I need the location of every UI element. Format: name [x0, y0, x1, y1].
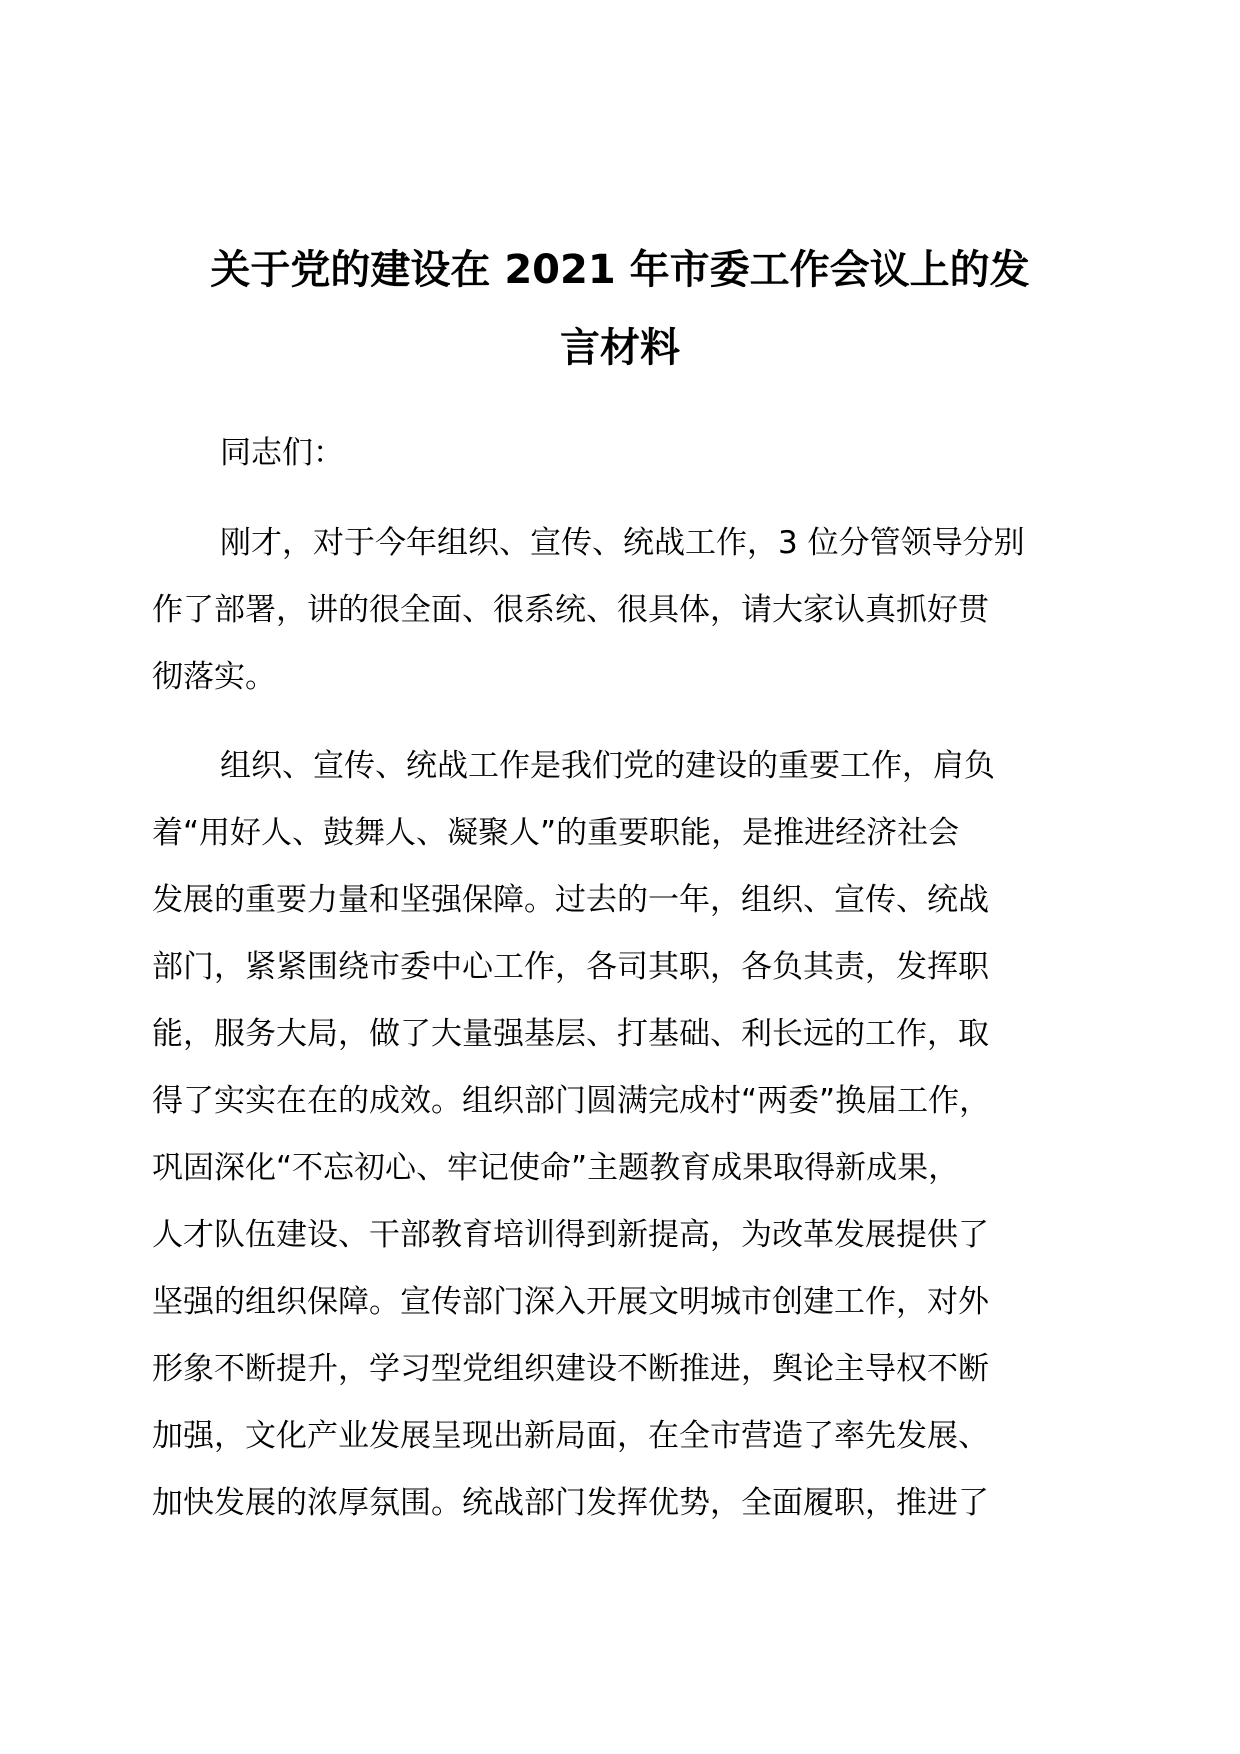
- paragraph-2-line: 得了实实在在的成效。组织部门圆满完成村“两委”换届工作，: [152, 1083, 991, 1119]
- paragraph-2-line: 组织、宣传、统战工作是我们党的建设的重要工作，肩负: [220, 748, 995, 784]
- document-title-line-2: 言材料: [560, 325, 680, 371]
- paragraph-2-line: 部门，紧紧围绕市委中心工作，各司其职，各负其责，发挥职: [152, 949, 989, 985]
- paragraph-2-line: 巩固深化“不忘初心、牢记使命”主题教育成果取得新成果，: [152, 1150, 960, 1186]
- paragraph-2-line: 坚强的组织保障。宣传部门深入开展文明城市创建工作，对外: [152, 1284, 989, 1320]
- paragraph-1-line: 刚才，对于今年组织、宣传、统战工作，3 位分管领导分别: [220, 525, 1025, 561]
- paragraph-2-line: 能，服务大局，做了大量强基层、打基础、利长远的工作，取: [152, 1016, 989, 1052]
- paragraph-1-line: 作了部署，讲的很全面、很系统、很具体，请大家认真抓好贯: [152, 592, 989, 628]
- paragraph-2-line: 形象不断提升，学习型党组织建设不断推进，舆论主导权不断: [152, 1351, 989, 1387]
- document-title-line-1: 关于党的建设在 2021 年市委工作会议上的发: [210, 247, 1030, 293]
- salutation: 同志们：: [220, 435, 344, 471]
- paragraph-1-line: 彻落实。: [152, 659, 276, 695]
- paragraph-2-line: 加快发展的浓厚氛围。统战部门发挥优势，全面履职，推进了: [152, 1485, 989, 1521]
- paragraph-2-line: 人才队伍建设、干部教育培训得到新提高，为改革发展提供了: [152, 1217, 989, 1253]
- paragraph-2-line: 着“用好人、鼓舞人、凝聚人”的重要职能，是推进经济社会: [152, 815, 960, 851]
- paragraph-2-line: 加强，文化产业发展呈现出新局面，在全市营造了率先发展、: [152, 1418, 989, 1454]
- paragraph-2-line: 发展的重要力量和坚强保障。过去的一年，组织、宣传、统战: [152, 882, 989, 918]
